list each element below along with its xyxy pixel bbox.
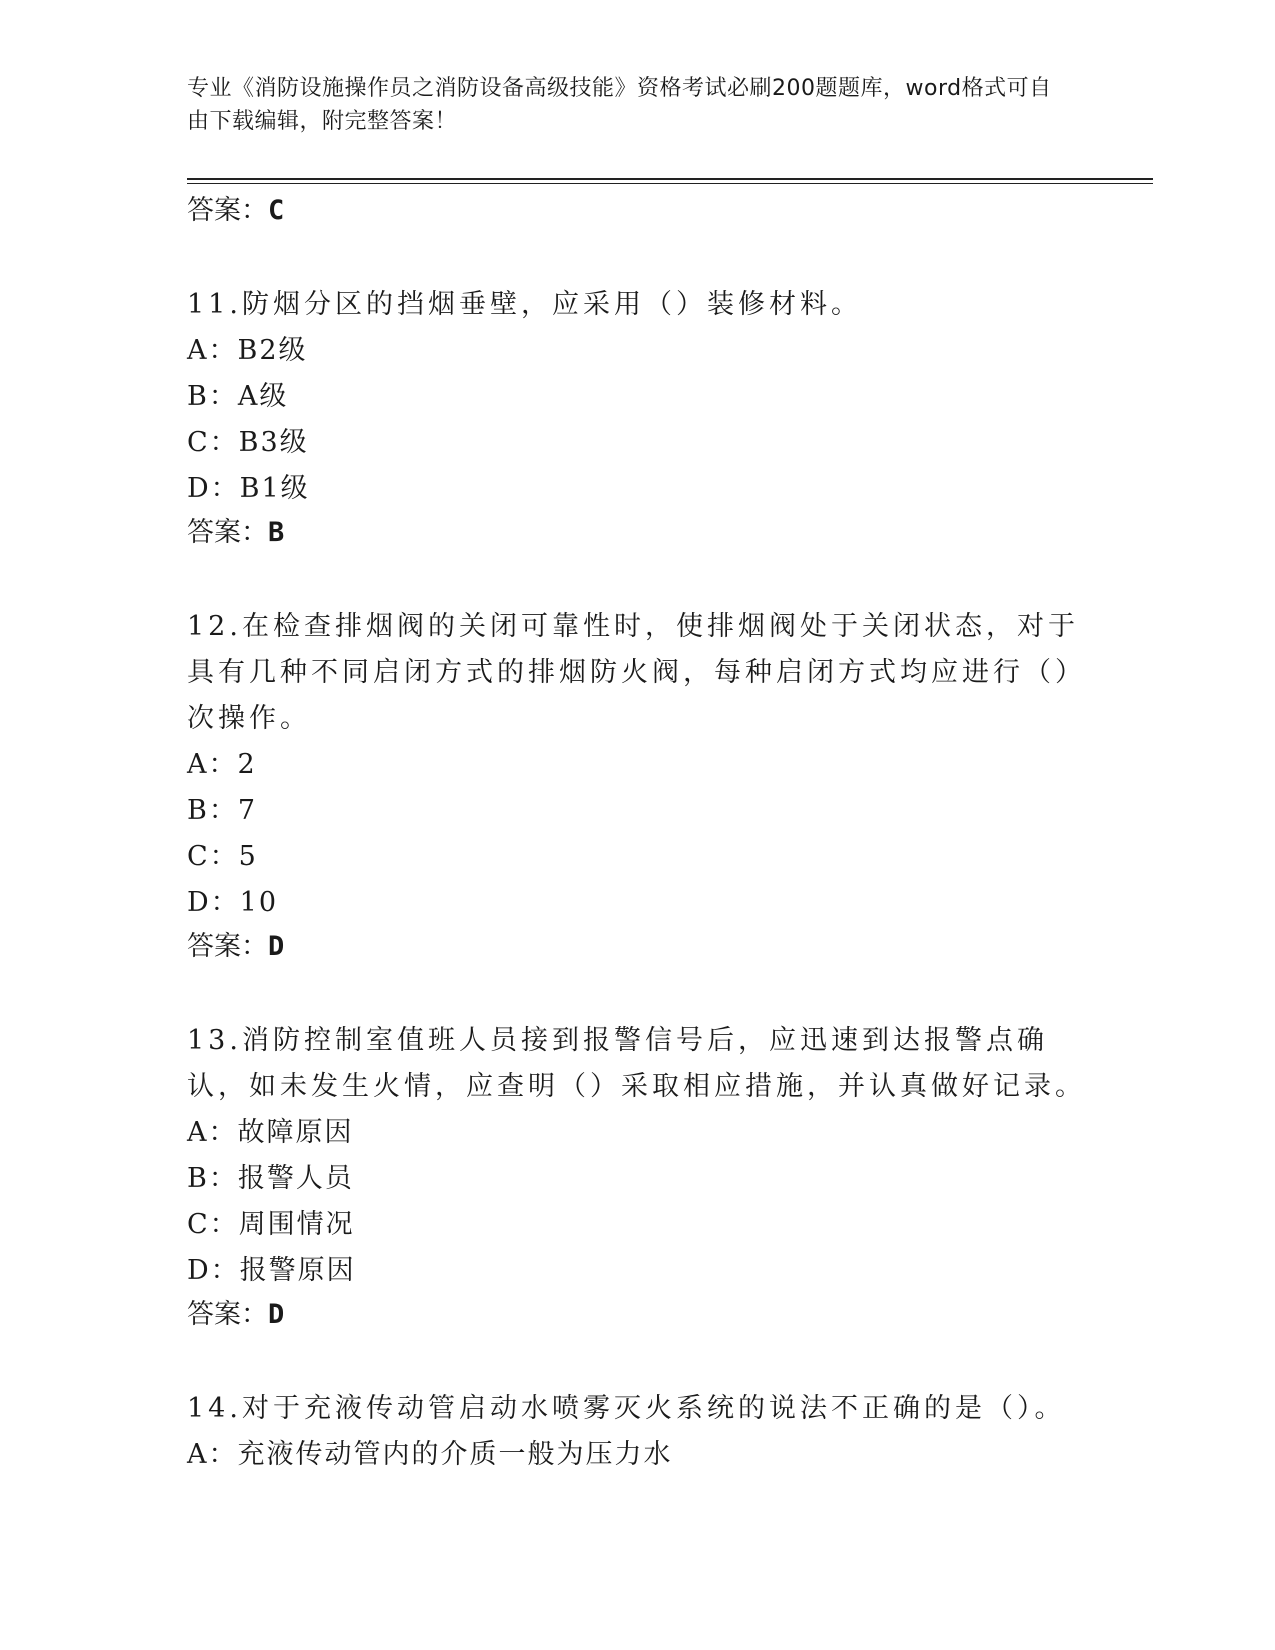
question-block [187, 1018, 1087, 1336]
option-c: C：5 [187, 841, 258, 872]
answer-value: D [268, 931, 285, 962]
option-b: B：A级 [187, 381, 289, 412]
question-list [187, 190, 1087, 1478]
answer-value: D [268, 1299, 285, 1330]
answer-line [187, 1294, 1087, 1336]
option-d: D：10 [187, 887, 279, 918]
question-block [187, 1386, 1087, 1478]
question-text: 13.消防控制室值班人员接到报警信号后，应迅速到达报警点确认，如未发生火情，应查明（）采取相应措施，并认真做好记录。 [187, 1025, 1086, 1102]
question-block [187, 604, 1087, 968]
option-d: D：报警原因 [187, 1255, 356, 1286]
option-c: C：周围情况 [187, 1209, 355, 1240]
answer-label: 答案： [187, 1299, 268, 1330]
question-text: 11.防烟分区的挡烟垂壁，应采用（）装修材料。 [187, 289, 862, 320]
answer-line [187, 190, 1087, 232]
question-text: 14.对于充液传动管启动水喷雾灭火系统的说法不正确的是（）。 [187, 1393, 1066, 1424]
option-b: B：报警人员 [187, 1163, 354, 1194]
option-c: C：B3级 [187, 427, 309, 458]
document-header: 专业《消防设施操作员之消防设备高级技能》资格考试必刷200题题库，word格式可自由下载编辑，附完整答案！ [187, 76, 1052, 134]
answer-line [187, 926, 1087, 968]
option-a: A：充液传动管内的介质一般为压力水 [187, 1439, 673, 1470]
answer-label: 答案： [187, 931, 268, 962]
question-text: 12.在检查排烟阀的关闭可靠性时，使排烟阀处于关闭状态，对于具有几种不同启闭方式的排烟防火阀，每种启闭方式均应进行（）次操作。 [187, 611, 1086, 734]
answer-value: C [268, 195, 285, 226]
answer-value: B [268, 517, 285, 548]
option-b: B：7 [187, 795, 258, 826]
answer-label: 答案： [187, 517, 268, 548]
header-divider-thin [187, 183, 1153, 184]
header-divider [187, 178, 1153, 180]
option-a: A：B2级 [187, 335, 308, 366]
answer-line [187, 512, 1087, 554]
option-a: A：故障原因 [187, 1117, 354, 1148]
option-d: D：B1级 [187, 473, 310, 504]
option-a: A：2 [187, 749, 257, 780]
answer-label: 答案： [187, 195, 268, 226]
question-block [187, 282, 1087, 554]
